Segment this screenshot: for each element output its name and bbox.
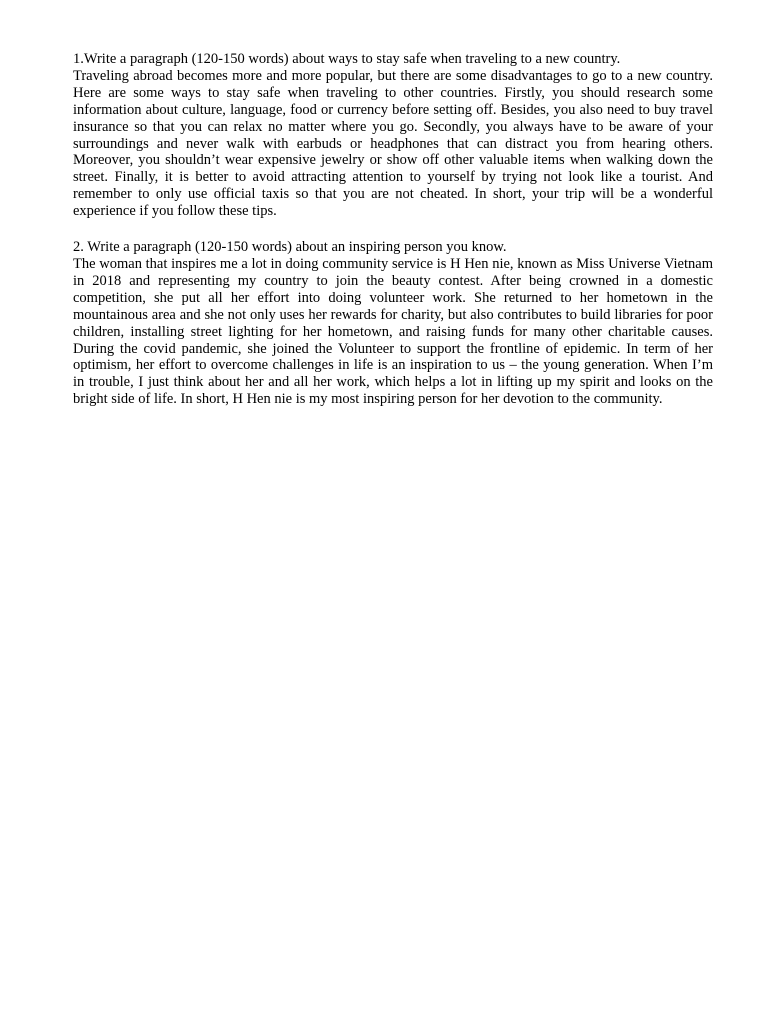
question-heading: 2. Write a paragraph (120-150 words) about an inspiring person you know. <box>73 239 507 256</box>
question-heading: 1.Write a paragraph (120-150 words) about ways to stay safe when traveling to a new country. <box>73 51 621 67</box>
answer-paragraph: The woman that inspires me a lot in doing community service is H Hen nie, known as Miss Universe Vietnam in 2018 and representing my country to join the beauty contest. After being crowned in a domestic competition, she put all her effort into doing volunteer work. She returned to her hometown in the mountainous area and she not only uses her rewards for charity, but also contributes to build libraries for poor children, installing street lighting for her hometown, and raising funds for many other charitable causes. During the covid pandemic, she joined the Volunteer to support the frontline of epidemic. In term of her optimism, her effort to overcome challenges in life is an inspiration to us – the young generation. When I’m in trouble, I just think about her and all her work, which helps a lot in lifting up my spirit and looks on the bright side of life. In short, H Hen nie is my most inspiring person for her devotion to the community. <box>73 255 713 408</box>
section-travel-safety <box>73 51 713 220</box>
answer-paragraph: Traveling abroad becomes more and more popular, but there are some disadvantages to go to a new country. Here are some ways to stay safe when traveling to other countries. Firstly, you should research some information about culture, language, food or currency before setting off. Besides, you also need to buy travel insurance so that you can relax no matter where you go. Secondly, you always have to be aware of your surroundings and never walk with earbuds or headphones that can distract you from hearing others. Moreover, you shouldn’t wear expensive jewelry or show off other valuable items when walking down the street. Finally, it is better to avoid attracting attention to yourself by trying not look like a tourist. And remember to only use official taxis so that you are not cheated. In short, your trip will be a wonderful experience if you follow these tips. <box>73 67 713 220</box>
document-page <box>73 51 713 408</box>
section-inspiring-person <box>73 239 713 408</box>
